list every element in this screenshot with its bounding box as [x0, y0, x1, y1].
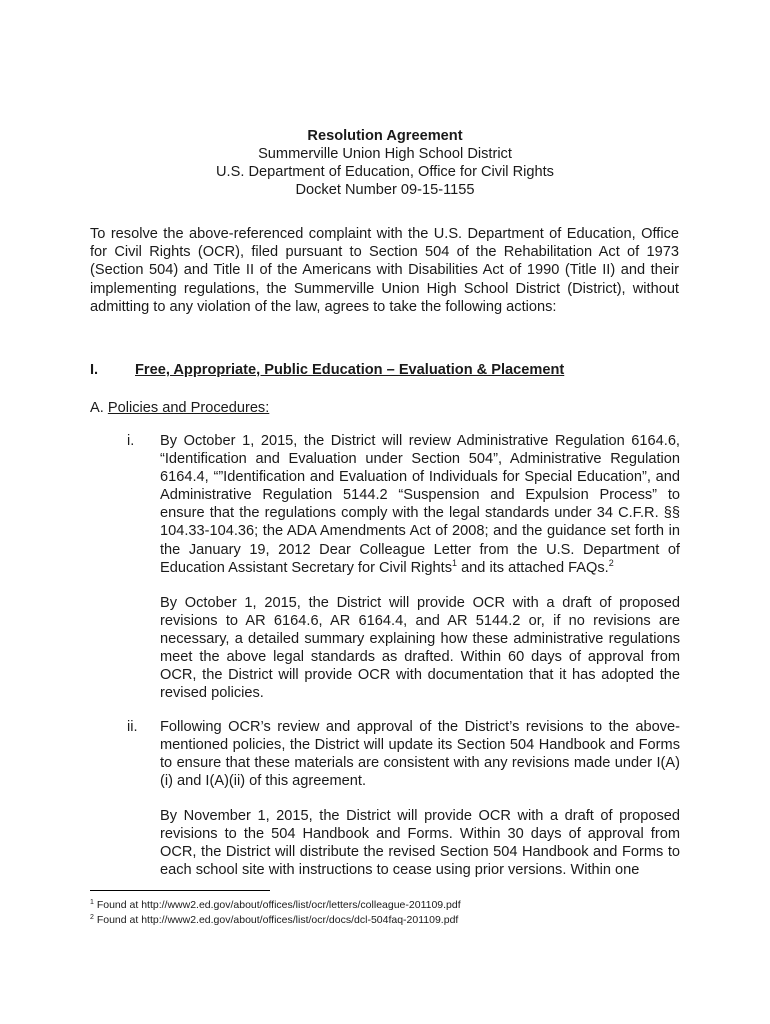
subsection-heading	[90, 399, 269, 417]
footnote-1-number: 1	[90, 899, 94, 906]
footnote-2-text: Found at http://www2.ed.gov/about/offices/list/ocr/docs/dcl-504faq-201109.pdf	[96, 914, 459, 926]
footnote-2-number: 2	[90, 914, 94, 921]
document-header	[0, 127, 770, 199]
docket-number: Docket Number 09-15-1155	[295, 182, 475, 198]
agency-name: U.S. Department of Education, Office for Civil Rights	[216, 164, 554, 180]
item-i-paragraph-2: By October 1, 2015, the District will provide OCR with a draft of proposed revisions to AR 6164.6, AR 6164.4, and AR 5144.2 or, if no revisions are necessary, a detailed summary explaining how these administrative regulations meet the above legal standards as drafted. Within 60 days of approval from OCR, the District will provide OCR with documentation that it has adopted the revised policies.	[160, 595, 680, 702]
item-ii-paragraph-1: Following OCR’s review and approval of the District’s revisions to the above-mentioned policies, the District will update its Section 504 Handbook and Forms to ensure that these materials are consistent with any revisions made under I(A)(i) and I(A)(ii) of this agreement.	[160, 719, 680, 790]
subsection-prefix: A.	[90, 400, 104, 416]
item-ii-paragraph-2: By November 1, 2015, the District will provide OCR with a draft of proposed revisions to the 504 Handbook and Forms. Within 30 days of approval from OCR, the District will distribute the revised Section 504 Handbook and Forms to each school site with instructions to cease using prior versions. Within one	[160, 808, 680, 879]
item-ii-number: ii.	[127, 719, 138, 735]
footnote-1-text: Found at http://www2.ed.gov/about/offices/list/ocr/letters/colleague-201109.pdf	[96, 899, 461, 911]
item-i-p1-text: By October 1, 2015, the District will review Administrative Regulation 6164.6, “Identification and Evaluation under Section 504”, Administrative Regulation 6164.4, “”Identification and Evaluation of Individuals for Special Education”, and Administrative Regulation 5144.2 “Suspension and Expulsion Process” to ensure that the regulations comply with the legal standards under 34 C.F.R. §§ 104.33-104.36; the ADA Amendments Act of 2008; and the guidance set forth in the January 19, 2012 Dear Colleague Letter from the U.S. Department of Education Assistant Secretary for Civil Rights	[160, 433, 680, 576]
footnote-divider	[90, 890, 270, 891]
item-i-number: i.	[127, 433, 135, 449]
item-i-paragraph-1	[160, 432, 680, 577]
document-title: Resolution Agreement	[307, 128, 463, 144]
intro-paragraph: To resolve the above-referenced complaint with the U.S. Department of Education, Office for Civil Rights (OCR), filed pursuant to Section 504 of the Rehabilitation Act of 1973 (Section 504) and Title II of the Americans with Disabilities Act of 1990 (Title II) and their implementing regulations, the Summerville Union High School District (District), without admitting to any violation of the law, agrees to take the following actions:	[90, 226, 679, 315]
item-i-p1-text-end: and its attached FAQs.	[457, 559, 609, 576]
section-title: Free, Appropriate, Public Education – Evaluation & Placement	[135, 362, 565, 378]
district-name: Summerville Union High School District	[258, 146, 512, 162]
footnote-ref-1: 1	[452, 557, 458, 568]
footnote-1	[90, 898, 461, 912]
subsection-title: Policies and Procedures:	[107, 400, 270, 416]
footnote-ref-2: 2	[608, 557, 614, 568]
footnote-2	[90, 913, 458, 927]
section-number: I.	[90, 362, 99, 378]
